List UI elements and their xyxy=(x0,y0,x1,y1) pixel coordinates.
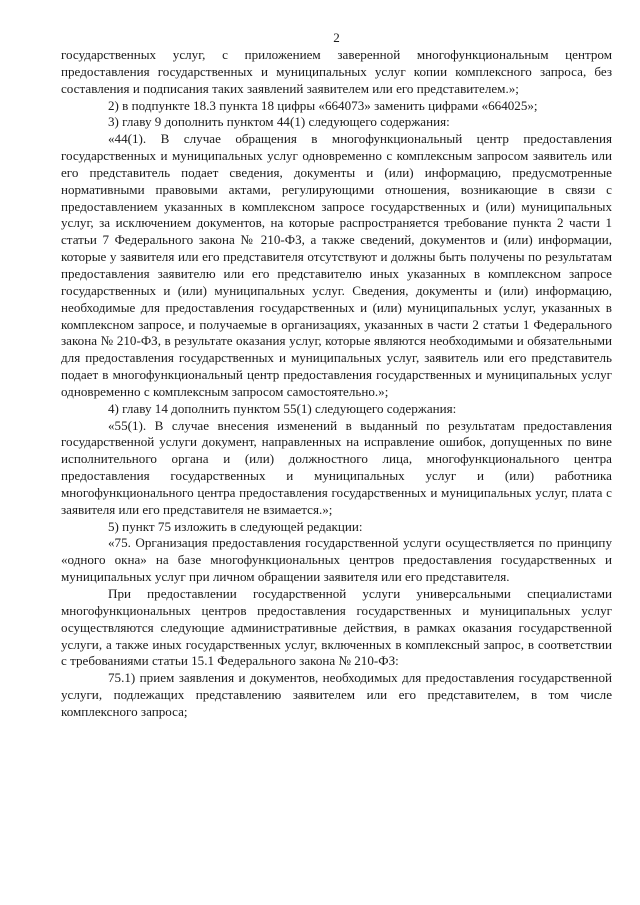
paragraph: 75.1) прием заявления и документов, необходимых для предоставления государственной услуги, подлежащих представлению заявителем или его представителем, в том числе комплексного запроса; xyxy=(61,670,612,719)
paragraph: 2) в подпункте 18.3 пункта 18 цифры «664073» заменить цифрами «664025»; xyxy=(108,97,538,113)
paragraph: 4) главу 14 дополнить пунктом 55(1) следующего содержания: xyxy=(108,400,457,416)
paragraph: «75. Организация предоставления государственной услуги осуществляется по принципу «одного окна» на базе многофункциональных центров предоставления государственных и муниципальных услуг при личном обращении заявителя или его представителя. xyxy=(61,535,612,585)
paragraph: При предоставлении государственной услуги универсальными специалистами многофункциональных центров предоставления государственных и муниципальных услуг осуществляются следующие административные действия, в рамках оказания государственной услуги, а также иных государственных услуг, включенных в комплексный запрос, в соответствии с требованиями статьи 15.1 Федерального закона № 210-ФЗ: xyxy=(61,586,612,669)
paragraph: «55(1). В случае внесения изменений в выданный по результатам предоставления государственной услуги документ, направленных на исправление ошибок, допущенных по вине исполнительного органа и (или) должностного лица, многофункционального центра предоставления государственных и муниципальных услуг и (или) работника многофункционального центра предоставления государственных и муниципальных услуг, плата с заявителя или его представителя не взимается.»; xyxy=(61,417,612,517)
page-number: 2 xyxy=(333,30,340,45)
paragraph: «44(1). В случае обращения в многофункциональный центр предоставления государственных и муниципальных услуг одновременно с комплексным запросом заявитель или его представитель подает сведения, документы и (или) информацию, предусмотренные нормативными правовыми актами, регулирующими отношения, возникающие в связи с предоставлением указанных в комплексном запросе государственных и (или) муниципальных услуг, за исключением документов, на которые распространяется требование пункта 2 части 1 статьи 7 Федерального закона № 210-ФЗ, а также сведений, документов и (или) информации, которые у заявителя или его представителя отсутствуют и должны быть получены по результатам предоставления заявителю или его представителю иных указанных в комплексном запросе государственных и (или) муниципальных услуг. Сведения, документы и (или) информацию, необходимые для предоставления государственных и (или) муниципальных услуг, указанных в комплексном запросе, и получаемые в организациях, указанных в части 2 статьи 1 Федерального закона № 210-ФЗ, в результате оказания услуг, которые являются необходимыми и обязательными для предоставления государственных и муниципальных услуг, заявитель или его представитель подает в многофункциональный центр предоставления государственных и муниципальных услуг одновременно с комплексным запросом самостоятельно.»; xyxy=(61,131,612,399)
paragraph: государственных услуг, с приложением заверенной многофункциональным центром предоставления государственных и муниципальных услуг копии комплексного запроса, без составления и подписания таких заявлений заявителем или его представителем.»; xyxy=(61,47,612,96)
paragraph: 3) главу 9 дополнить пунктом 44(1) следующего содержания: xyxy=(108,114,450,130)
paragraph: 5) пункт 75 изложить в следующей редакции: xyxy=(108,518,363,534)
document-body xyxy=(61,47,612,721)
